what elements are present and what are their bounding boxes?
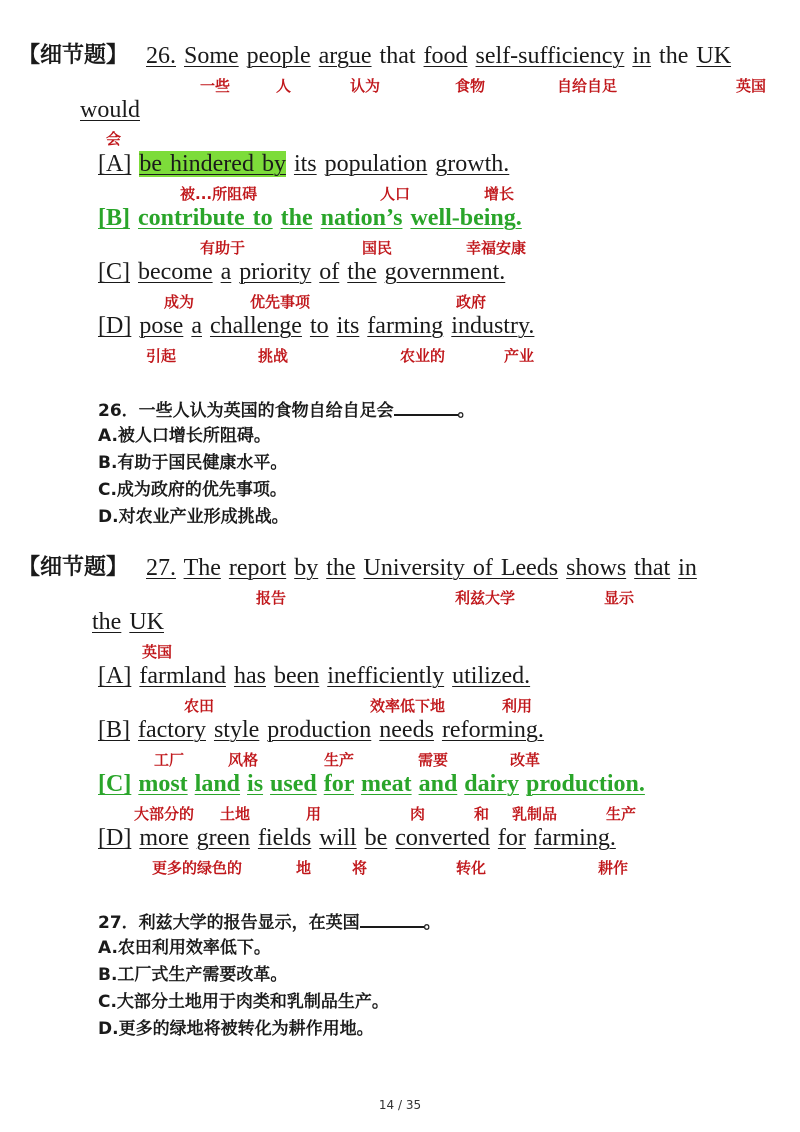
gloss: 效率低下地 <box>370 697 446 715</box>
question-type-tag-26: 【细节题】 <box>18 43 129 68</box>
gloss: 英国 <box>142 643 173 661</box>
gloss: 农业的 <box>400 347 446 365</box>
translation-option: A.被人口增长所阻碍。 <box>98 426 271 446</box>
translation-stem-27: 27．利兹大学的报告显示，在英国 。 <box>98 910 441 934</box>
gloss: 报告 <box>256 589 287 607</box>
translation-option: D.更多的绿地将被转化为耕作用地。 <box>98 1019 374 1039</box>
gloss: 一些 <box>200 77 231 95</box>
translation-option: D.对农业产业形成挑战。 <box>98 507 289 527</box>
option-27-d[interactable]: [D] more green fields will be converted for farming. <box>98 825 616 851</box>
translation-option: A.农田利用效率低下。 <box>98 938 271 958</box>
gloss: 肉 <box>410 805 426 823</box>
translation-option: B.有助于国民健康水平。 <box>98 453 288 473</box>
gloss: 自给自足 <box>557 77 618 95</box>
gloss: 增长 <box>484 185 515 203</box>
gloss: 国民 <box>362 239 393 257</box>
gloss: 利兹大学 <box>455 589 516 607</box>
translation-option: C.大部分土地用于肉类和乳制品生产。 <box>98 992 389 1012</box>
question-27-stem: 27. The report by the University of Leeds shows that in <box>146 555 697 581</box>
gloss: 认为 <box>350 77 381 95</box>
option-26-b-correct[interactable]: [B] contribute to the nation’s well-being. <box>98 205 522 231</box>
gloss: 引起 <box>146 347 177 365</box>
gloss: 挑战 <box>258 347 289 365</box>
question-26-stem: 26. Some people argue that food self-sufficiency in the UK <box>146 43 732 69</box>
gloss: 转化 <box>456 859 487 877</box>
gloss: 改革 <box>510 751 541 769</box>
page-number: 14 / 35 <box>378 1098 422 1112</box>
gloss: 产业 <box>504 347 535 365</box>
gloss: 耕作 <box>598 859 629 877</box>
gloss: 有助于 <box>200 239 246 257</box>
option-26-d[interactable]: [D] pose a challenge to its farming industry. <box>98 313 535 339</box>
gloss: 被...所阻碍 <box>180 185 258 203</box>
gloss: 幸福安康 <box>466 239 527 257</box>
gloss: 成为 <box>164 293 195 311</box>
gloss: 政府 <box>456 293 487 311</box>
option-26-c[interactable]: [C] become a priority of the government. <box>98 259 506 285</box>
translation-option: C.成为政府的优先事项。 <box>98 480 287 500</box>
option-27-a[interactable]: [A] farmland has been inefficiently utilized. <box>98 663 531 689</box>
gloss: 更多的绿色的 <box>152 859 243 877</box>
gloss: 英国 <box>736 77 767 95</box>
translation-stem-26: 26．一些人认为英国的食物自给自足会 。 <box>98 398 475 422</box>
gloss: 显示 <box>604 589 635 607</box>
option-27-b[interactable]: [B] factory style production needs reforming. <box>98 717 544 743</box>
gloss: 利用 <box>502 697 533 715</box>
gloss: 工厂 <box>154 751 185 769</box>
option-26-a[interactable]: [A] be hindered by its population growth. <box>98 151 510 177</box>
gloss: 食物 <box>455 77 486 95</box>
gloss: 需要 <box>418 751 449 769</box>
translation-option: B.工厂式生产需要改革。 <box>98 965 288 985</box>
gloss: 生产 <box>324 751 355 769</box>
gloss: 土地 <box>220 805 251 823</box>
gloss: 和 <box>474 805 490 823</box>
gloss: 人口 <box>380 185 411 203</box>
gloss: 用 <box>306 805 322 823</box>
question-26-stem-continued: would <box>80 97 140 123</box>
gloss: 生产 <box>606 805 637 823</box>
gloss: 将 <box>352 859 368 877</box>
gloss: 风格 <box>228 751 259 769</box>
gloss: 优先事项 <box>250 293 311 311</box>
question-27-stem-continued: the UK <box>92 609 164 635</box>
option-27-c-correct[interactable]: [C] most land is used for meat and dairy production. <box>98 771 645 797</box>
question-type-tag-27: 【细节题】 <box>18 555 129 580</box>
gloss: 农田 <box>184 697 215 715</box>
gloss: 大部分的 <box>134 805 195 823</box>
gloss: 地 <box>296 859 312 877</box>
gloss: 乳制品 <box>512 805 558 823</box>
gloss: 人 <box>276 77 292 95</box>
gloss: 会 <box>106 130 122 148</box>
